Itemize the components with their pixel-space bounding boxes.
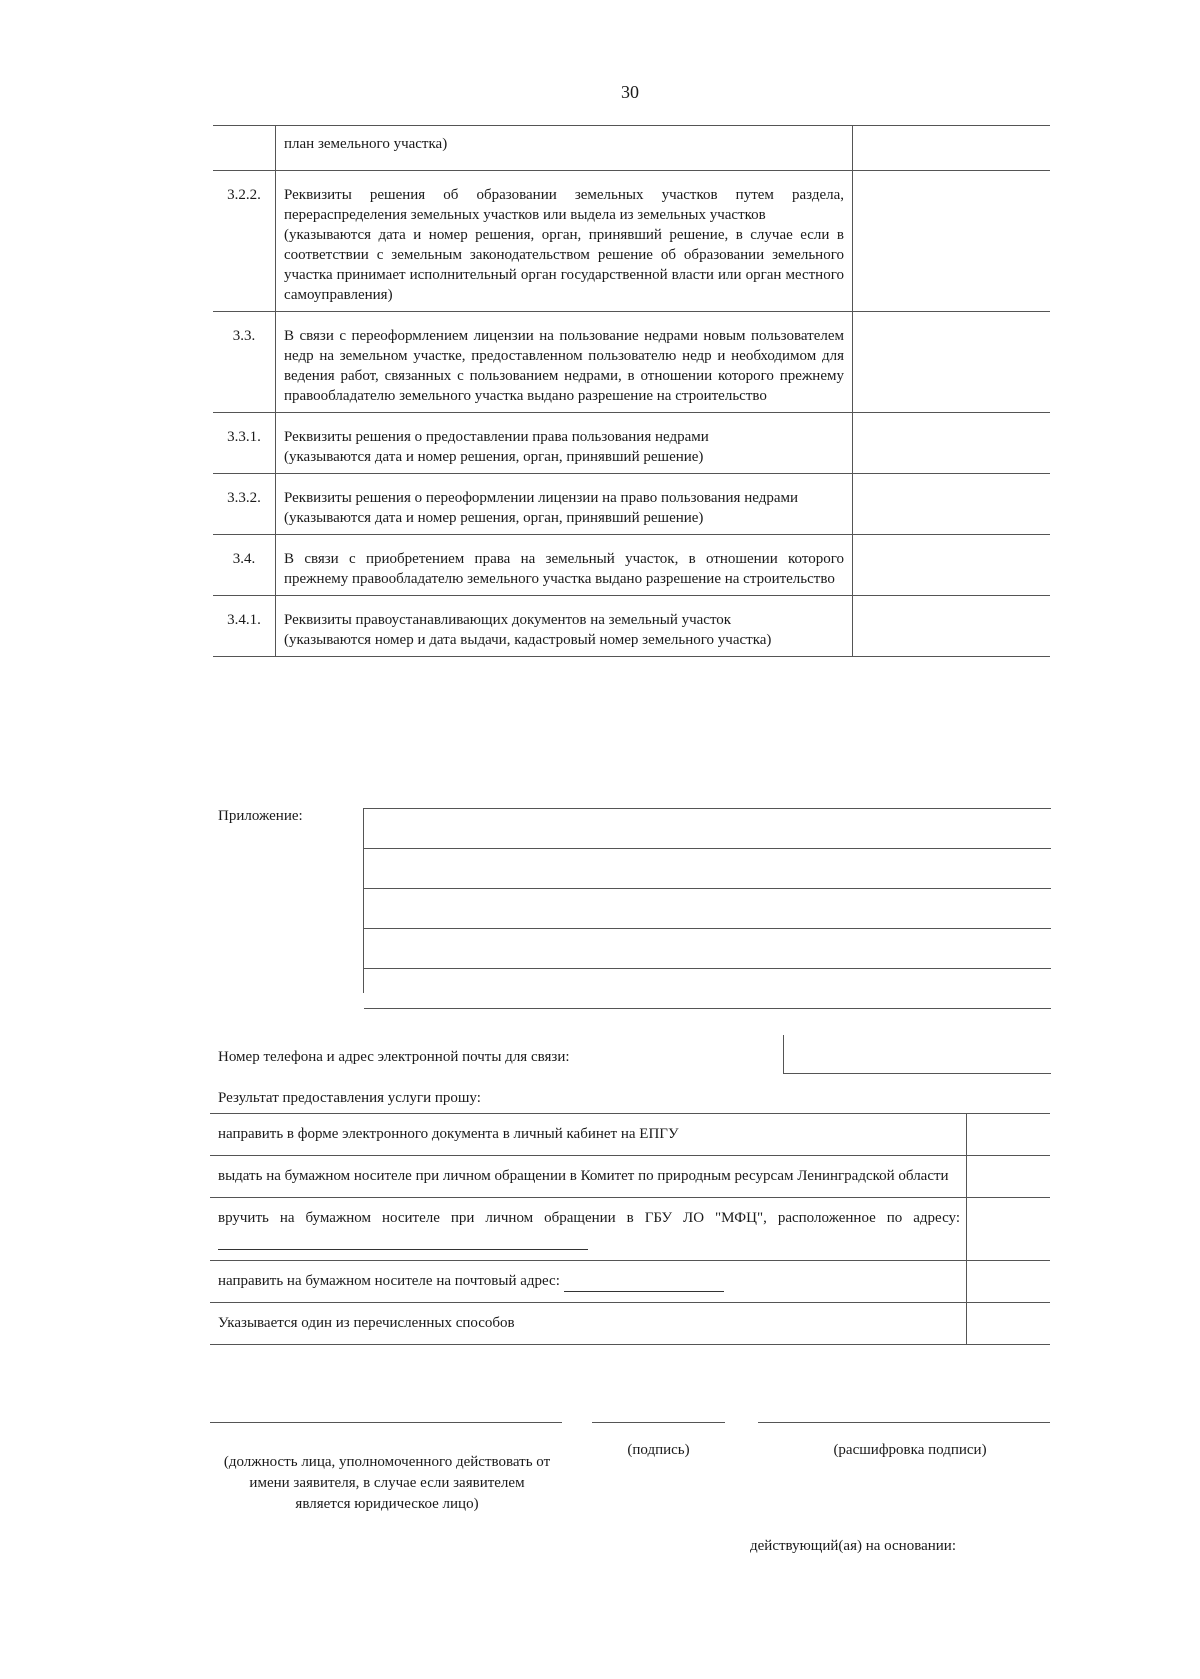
- row-number: 3.3.1.: [213, 413, 276, 474]
- row-text: Реквизиты решения о переоформлении лицензии на право пользования недрами (указываются дата и номер решения, орган, принявший решение): [276, 474, 853, 535]
- address-blank[interactable]: [564, 1276, 724, 1292]
- row-value-cell[interactable]: [853, 126, 1051, 171]
- position-line[interactable]: [210, 1422, 562, 1423]
- option-mark-cell[interactable]: [967, 1303, 1051, 1345]
- attachment-label: Приложение:: [218, 808, 303, 824]
- table-row: [213, 312, 1050, 413]
- row-number: [213, 126, 276, 171]
- position-caption: (должность лица, уполномоченного действовать от имени заявителя, в случае если заявителем является юридическое лицо): [223, 1454, 551, 1512]
- row-value-cell[interactable]: [853, 474, 1051, 535]
- option-text-cell: [210, 1261, 967, 1303]
- option-label: вручить на бумажном носителе при личном обращении в ГБУ ЛО "МФЦ", расположенное по адресу:: [218, 1210, 960, 1226]
- row-text: В связи с приобретением права на земельный участок, в отношении которого прежнему правообладателю земельного участка выдано разрешение на строительство: [276, 535, 853, 596]
- row-value-cell[interactable]: [853, 413, 1051, 474]
- option-row: [210, 1261, 1050, 1303]
- option-mark-cell[interactable]: [967, 1261, 1051, 1303]
- option-row: [210, 1198, 1050, 1261]
- row-number: 3.2.2.: [213, 171, 276, 312]
- row-text: план земельного участка): [276, 126, 853, 171]
- option-mark-cell[interactable]: [967, 1114, 1051, 1156]
- option-text-cell: [210, 1198, 967, 1261]
- table-row: [213, 171, 1050, 312]
- option-label: направить на бумажном носителе на почтовый адрес:: [218, 1273, 560, 1289]
- row-text: В связи с переоформлением лицензии на пользование недрами новым пользователем недр на земельном участке, предоставленном пользователю недр и необходимом для ведения работ, связанных с пользованием недрами, в отношении которого прежнему правообладателю земельного участка выдано разрешение на строительство: [276, 312, 853, 413]
- option-label: Указывается один из перечисленных способов: [218, 1315, 515, 1331]
- table-row: [213, 596, 1050, 657]
- row-number: 3.3.: [213, 312, 276, 413]
- option-label: выдать на бумажном носителе при личном обращении в Комитет по природным ресурсам Ленинградской области: [218, 1168, 949, 1184]
- row-value-cell[interactable]: [853, 312, 1051, 413]
- table-row: [213, 535, 1050, 596]
- table-row: [213, 126, 1050, 171]
- row-value-cell[interactable]: [853, 171, 1051, 312]
- phone-email-field[interactable]: [783, 1035, 1051, 1074]
- option-row: [210, 1114, 1050, 1156]
- address-blank[interactable]: [218, 1234, 588, 1250]
- option-text-cell: [210, 1303, 967, 1345]
- decryption-line[interactable]: [758, 1422, 1050, 1423]
- signature-line[interactable]: [592, 1422, 725, 1423]
- row-number: 3.4.: [213, 535, 276, 596]
- option-label: направить в форме электронного документа в личный кабинет на ЕПГУ: [218, 1126, 679, 1142]
- row-value-cell[interactable]: [853, 535, 1051, 596]
- acting-basis-text: действующий(ая) на основании:: [750, 1538, 956, 1554]
- decryption-caption: (расшифровка подписи): [833, 1442, 987, 1458]
- table-row: [213, 474, 1050, 535]
- option-text-cell: [210, 1114, 967, 1156]
- option-text-cell: [210, 1156, 967, 1198]
- result-options-table: [210, 1113, 1050, 1345]
- attachment-lines[interactable]: [363, 808, 1051, 993]
- signature-caption: (подпись): [627, 1442, 690, 1458]
- row-text: Реквизиты решения о предоставлении права пользования недрами (указываются дата и номер решения, орган, принявший решение): [276, 413, 853, 474]
- option-row: [210, 1303, 1050, 1345]
- result-label: Результат предоставления услуги прошу:: [218, 1090, 481, 1106]
- row-text: Реквизиты решения об образовании земельных участков путем раздела, перераспределения земельных участков или выдела из земельных участков (указываются дата и номер решения, орган, принявший решение, в случае если в соответствии с земельным законодательством решение об образовании земельного участка принимает исполнительный орган государственной власти или орган местного самоуправления): [276, 171, 853, 312]
- table-row: [213, 413, 1050, 474]
- row-value-cell[interactable]: [853, 596, 1051, 657]
- row-text: Реквизиты правоустанавливающих документов на земельный участок (указываются номер и дата выдачи, кадастровый номер земельного участка): [276, 596, 853, 657]
- option-mark-cell[interactable]: [967, 1198, 1051, 1261]
- page-number: 30: [621, 82, 639, 102]
- row-number: 3.3.2.: [213, 474, 276, 535]
- option-row: [210, 1156, 1050, 1198]
- application-table: [213, 125, 1050, 657]
- row-number: 3.4.1.: [213, 596, 276, 657]
- phone-email-label: Номер телефона и адрес электронной почты для связи:: [218, 1049, 570, 1065]
- option-mark-cell[interactable]: [967, 1156, 1051, 1198]
